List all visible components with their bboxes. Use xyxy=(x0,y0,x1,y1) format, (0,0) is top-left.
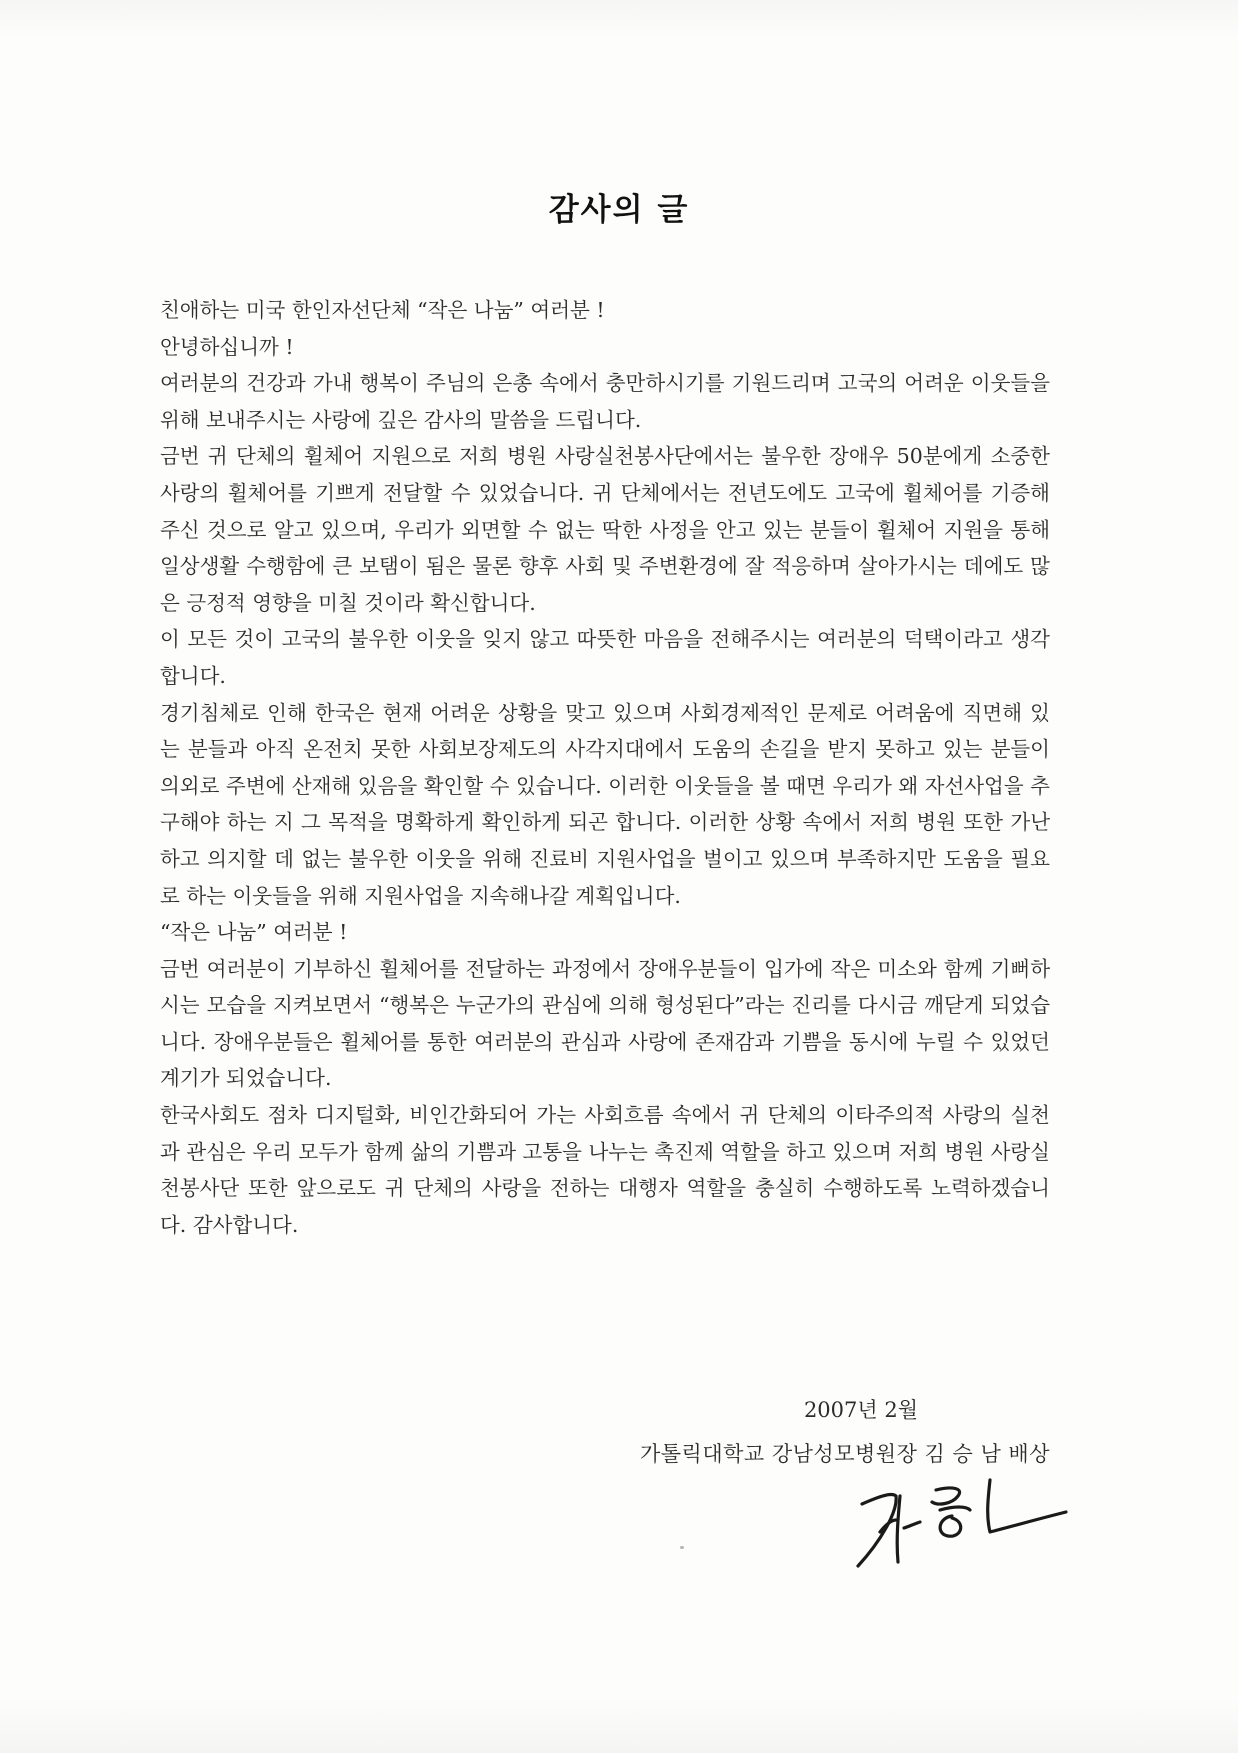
paragraph: 여러분의 건강과 가내 행복이 주님의 은총 속에서 충만하시기를 기원드리며 고국의 어려운 이웃들을 위해 보내주시는 사랑에 깊은 감사의 말씀을 드립니다. xyxy=(160,371,1050,432)
paragraph: 경기침체로 인해 한국은 현재 어려운 상황을 맞고 있으며 사회경제적인 문제로 어려움에 직면해 있는 분들과 아직 온전치 못한 사회보장제도의 사각지대에서 도움의 손길을 받지 못하고 있는 분들이 의외로 주변에 산재해 있음을 확인할 수 있습니다. 이러한 이웃들을 볼 때면 우리가 왜 자선사업을 추구해야 하는 지 그 목적을 명확하게 확인하게 되곤 합니다. 이러한 상황 속에서 저희 병원 또한 가난하고 의지할 데 없는 불우한 이웃을 위해 진료비 지원사업을 벌이고 있으며 부족하지만 도움을 필요로 하는 이웃들을 위해 지원사업을 지속해나갈 계획입니다. xyxy=(160,700,1050,908)
greeting: 안녕하십니까 ! xyxy=(160,334,294,359)
letter-date: 2007년 2월 xyxy=(803,1398,918,1422)
paragraph: 이 모든 것이 고국의 불우한 이웃을 잊지 않고 따뜻한 마음을 전해주시는 여러분의 덕택이라고 생각합니다. xyxy=(160,627,1050,688)
handwritten-signature xyxy=(840,1462,1080,1582)
sender-line: 가톨릭대학교 강남성모병원장 김 승 남 배상 xyxy=(639,1442,1050,1466)
paragraph: 한국사회도 점차 디지털화, 비인간화되어 가는 사회흐름 속에서 귀 단체의 이타주의적 사랑의 실천과 관심은 우리 모두가 함께 삶의 기쁨과 고통을 나누는 촉진제 역할을 하고 있으며 저희 병원 사랑실천봉사단 또한 앞으로도 귀 단체의 사랑을 전하는 대행자 역할을 충실히 수행하도록 노력하겠습니다. 감사합니다. xyxy=(160,1103,1050,1237)
paragraph: 금번 귀 단체의 휠체어 지원으로 저희 병원 사랑실천봉사단에서는 불우한 장애우 50분에게 소중한 사랑의 휠체어를 기쁘게 전달할 수 있었습니다. 귀 단체에서는 전년도에도 고국에 휠체어를 기증해주신 것으로 알고 있으며, 우리가 외면할 수 없는 딱한 사정을 안고 있는 분들이 휠체어 지원을 통해 일상생활 수행함에 큰 보탬이 됨은 물론 향후 사회 및 주변환경에 잘 적응하며 살아가시는 데에도 많은 긍정적 영향을 미칠 것이라 확신합니다. xyxy=(160,444,1050,615)
letter-title: 감사의 글 xyxy=(548,192,690,228)
letter-body xyxy=(160,292,1050,1243)
scan-speck xyxy=(680,1546,684,1549)
second-salutation: “작은 나눔” 여러분 ! xyxy=(160,920,348,945)
salutation: 친애하는 미국 한인자선단체 “작은 나눔” 여러분 ! xyxy=(160,298,605,322)
paragraph: 금번 여러분이 기부하신 휠체어를 전달하는 과정에서 장애우분들이 입가에 작은 미소와 함께 기뻐하시는 모습을 지켜보면서 “행복은 누군가의 관심에 의해 형성된다”라는 진리를 다시금 깨닫게 되었습니다. 장애우분들은 휠체어를 통한 여러분의 관심과 사랑에 존재감과 기쁨을 동시에 누릴 수 있었던 계기가 되었습니다. xyxy=(160,956,1050,1091)
